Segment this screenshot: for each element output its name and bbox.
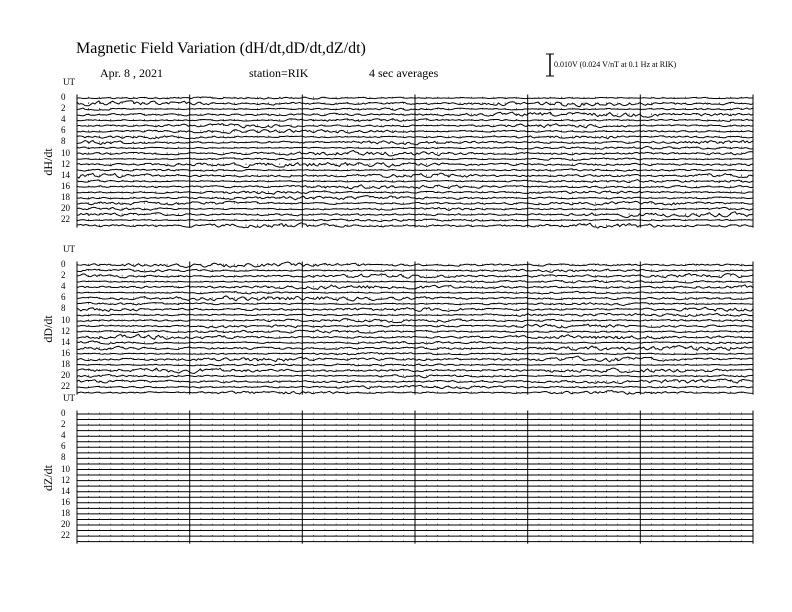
trace-line [77, 510, 753, 516]
trace-line [77, 289, 753, 295]
trace-line [77, 167, 753, 173]
hour-label: 22 [61, 214, 70, 225]
hour-label: 14 [61, 169, 70, 180]
chart-title: Magnetic Field Variation (dH/dt,dD/dt,dZ/dt) [76, 40, 366, 57]
trace-line [77, 144, 753, 150]
trace-line [77, 449, 753, 455]
hour-label: 6 [61, 125, 66, 136]
trace-line [77, 139, 753, 145]
hour-label: 2 [61, 103, 66, 114]
trace-line [77, 472, 753, 478]
hour-label: 8 [61, 452, 66, 463]
hour-label: 10 [61, 463, 70, 474]
trace-line [77, 122, 753, 128]
trace-line [77, 455, 753, 461]
hour-label: 2 [61, 270, 66, 281]
trace-line [77, 345, 753, 351]
trace-line [77, 438, 753, 444]
trace-line [77, 384, 753, 390]
hour-label: 12 [61, 474, 70, 485]
hour-label: 0 [61, 408, 66, 418]
trace-line [77, 311, 753, 317]
trace-line [77, 194, 753, 200]
trace-line [77, 133, 753, 139]
scale-label: 0.010V (0.024 V/nT at 0.1 Hz at RIK) [554, 60, 677, 69]
trace-line [77, 284, 753, 290]
hour-label: 10 [61, 314, 70, 325]
hour-label: 4 [61, 114, 66, 125]
hour-label: 16 [61, 496, 70, 507]
trace-line [77, 522, 753, 528]
trace-line [77, 416, 753, 422]
hour-label: 18 [61, 191, 70, 202]
hour-label: 14 [61, 485, 70, 496]
trace-line [77, 295, 753, 301]
trace-line [77, 494, 753, 500]
trace-line [77, 411, 753, 417]
trace-line [77, 267, 753, 273]
ut-label-2: UT [63, 393, 75, 403]
ut-label-1: UT [63, 244, 75, 254]
trace-line [77, 323, 753, 329]
trace-line [77, 433, 753, 439]
trace-line [77, 483, 753, 489]
hour-label: 16 [61, 347, 70, 358]
trace-line [77, 444, 753, 450]
trace-line [77, 389, 753, 395]
trace-line [77, 117, 753, 123]
hour-label: 22 [61, 381, 70, 392]
hour-label: 0 [61, 259, 66, 269]
trace-line [77, 460, 753, 466]
trace-line [77, 466, 753, 472]
chart-averaging: 4 sec averages [369, 66, 439, 80]
scale-bar [546, 54, 554, 76]
trace-line [77, 488, 753, 494]
hour-label: 20 [61, 370, 70, 380]
hour-label: 0 [61, 92, 66, 102]
trace-line [77, 222, 753, 228]
trace-line [77, 516, 753, 522]
trace-line [77, 350, 753, 356]
hour-label: 18 [61, 507, 70, 518]
trace-line [77, 273, 753, 279]
hour-label: 22 [61, 530, 70, 541]
trace-line [77, 262, 753, 268]
panel-ylabel-2: dZ/dt [41, 464, 55, 491]
panel-ylabel-0: dH/dt [41, 148, 55, 176]
trace-line [77, 422, 753, 428]
hour-label: 18 [61, 358, 70, 369]
hour-label: 8 [61, 303, 66, 314]
trace-line [77, 339, 753, 345]
trace-line [77, 367, 753, 373]
trace-line [77, 156, 753, 162]
trace-line [77, 538, 753, 544]
trace-line [77, 189, 753, 195]
trace-line [77, 533, 753, 539]
trace-line [77, 378, 753, 384]
hour-label: 4 [61, 430, 66, 441]
trace-line [77, 361, 753, 367]
ut-label-0: UT [63, 77, 75, 87]
trace-line [77, 328, 753, 334]
trace-line [77, 317, 753, 323]
hour-label: 6 [61, 441, 66, 452]
hour-label: 6 [61, 292, 66, 303]
trace-line [77, 95, 753, 101]
trace-line [77, 172, 753, 178]
trace-line [77, 356, 753, 362]
hour-label: 10 [61, 147, 70, 158]
panel-ylabel-1: dD/dt [41, 315, 55, 343]
trace-line [77, 211, 753, 217]
hour-label: 12 [61, 325, 70, 336]
trace-line [77, 183, 753, 189]
hour-label: 14 [61, 336, 70, 347]
trace-line [77, 106, 753, 112]
chart-station: station=RIK [249, 66, 309, 80]
trace-line [77, 527, 753, 533]
trace-line [77, 217, 753, 223]
trace-line [77, 427, 753, 433]
hour-label: 16 [61, 180, 70, 191]
trace-line [77, 150, 753, 156]
trace-line [77, 111, 753, 117]
trace-line [77, 499, 753, 505]
trace-line [77, 505, 753, 511]
chart-date: Apr. 8 , 2021 [100, 66, 163, 80]
trace-line [77, 128, 753, 134]
trace-line [77, 300, 753, 306]
hour-label: 4 [61, 281, 66, 292]
hour-label: 2 [61, 419, 66, 430]
trace-line [77, 206, 753, 212]
trace-line [77, 178, 753, 184]
hour-label: 20 [61, 203, 70, 213]
trace-line [77, 477, 753, 483]
trace-line [77, 278, 753, 284]
hour-label: 12 [61, 158, 70, 169]
trace-line [77, 200, 753, 206]
hour-label: 8 [61, 136, 66, 147]
trace-line [77, 334, 753, 340]
trace-line [77, 306, 753, 312]
hour-label: 20 [61, 519, 70, 529]
